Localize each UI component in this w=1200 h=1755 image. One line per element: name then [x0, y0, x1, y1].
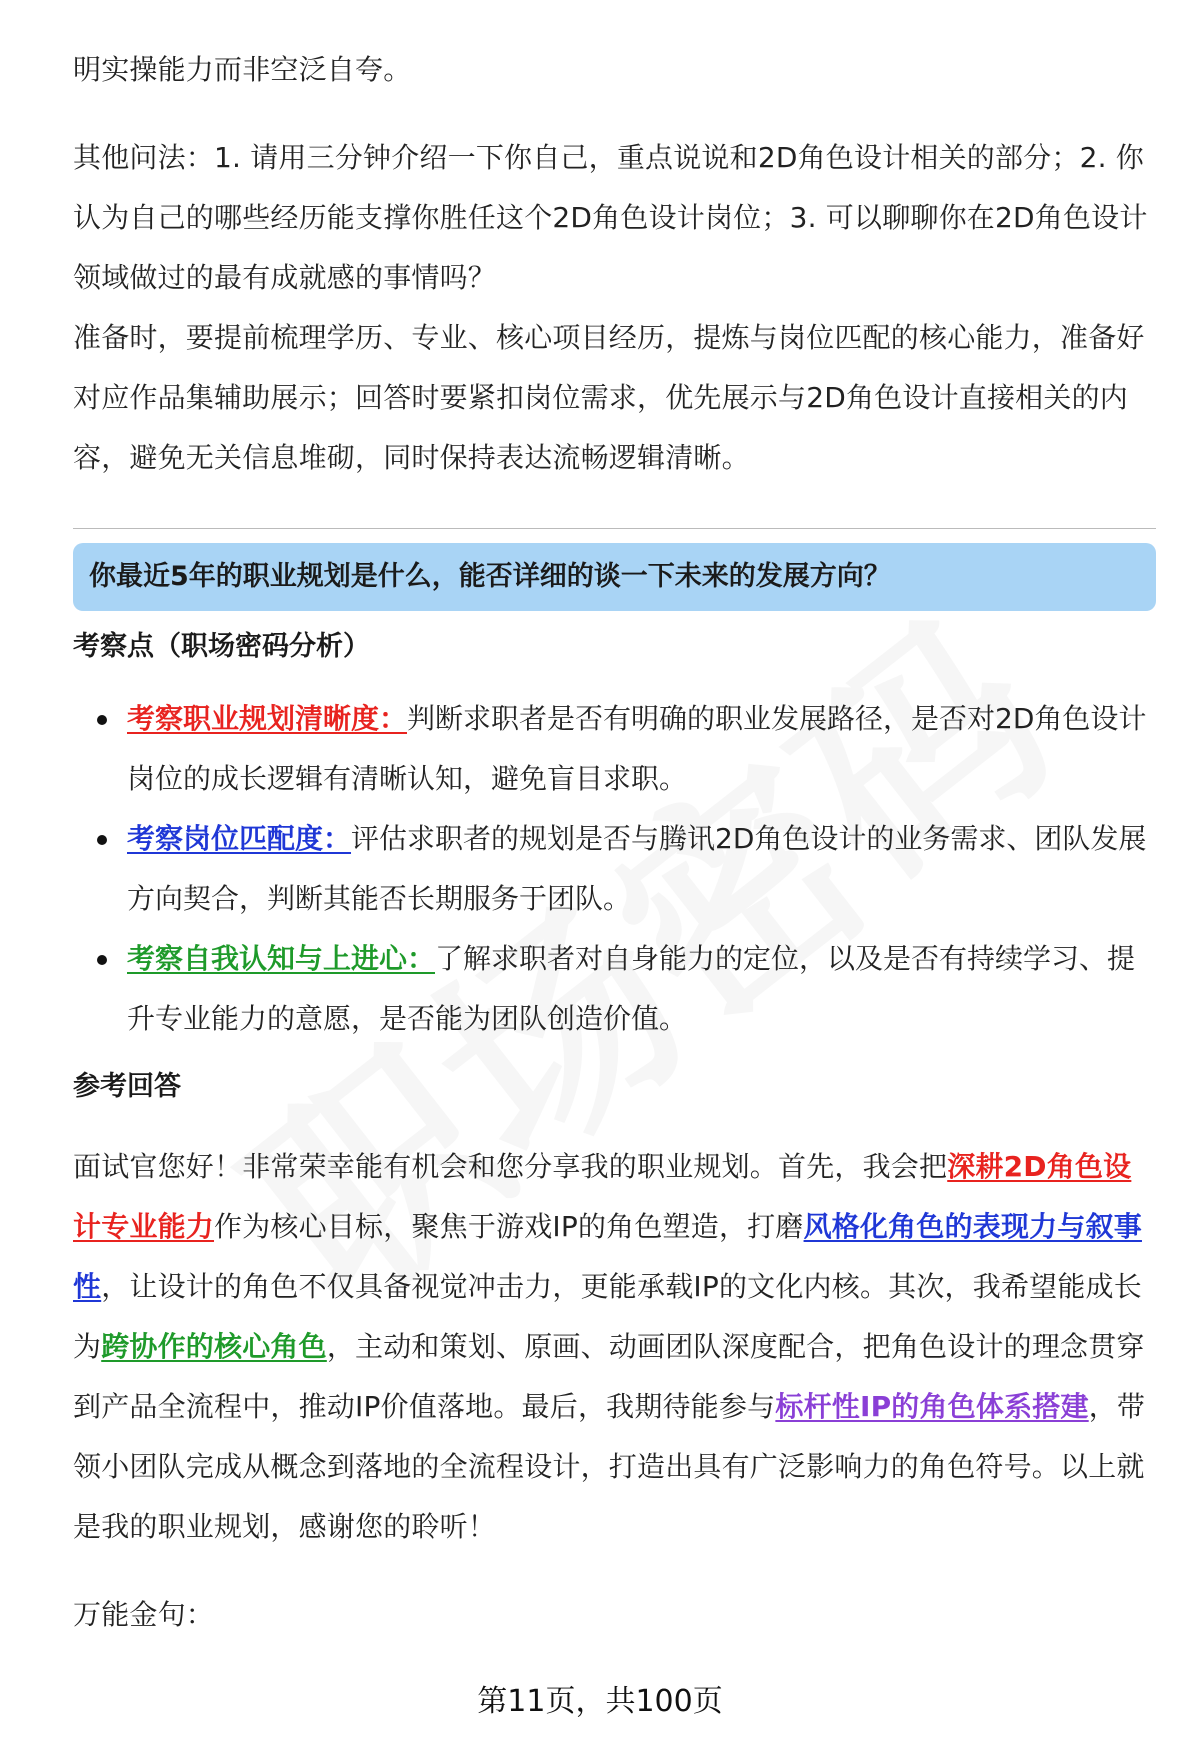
analysis-point [73, 689, 1156, 809]
question-text: 你最近5年的职业规划是什么，能否详细的谈一下未来的发展方向？ [89, 561, 891, 592]
answer-segment: ，让设计的角色不仅具备视觉冲击力，更能承载IP的文化内核。其次，我希望能成长为 [73, 1270, 1142, 1363]
bullet-dot-icon [97, 835, 107, 845]
answer-highlight: 风格化角色的表现力与叙事性 [73, 1210, 1142, 1303]
answer-segment: ，主动和策划、原画、动画团队深度配合，把角色设计的理念贯穿到产品全流程中，推动IP价值落地。最后，我期待能参与 [73, 1330, 1145, 1423]
page-number-footer: 第11页，共100页 [477, 1684, 723, 1719]
analysis-point-text: 评估求职者的规划是否与腾讯2D角色设计的业务需求、团队发展方向契合，判断其能否长期服务于团队。 [127, 822, 1147, 915]
section-divider [73, 528, 1156, 529]
analysis-point-text: 判断求职者是否有明确的职业发展路径，是否对2D角色设计岗位的成长逻辑有清晰认知，避免盲目求职。 [127, 702, 1147, 795]
document-page [73, 40, 1156, 1645]
other-asks-paragraph: 其他问法：1. 请用三分钟介绍一下你自己，重点说说和2D角色设计相关的部分；2. 你认为自己的哪些经历能支撑你胜任这个2D角色设计岗位；3. 可以聊聊你在2D角色设计领域做过的最有成就感的事情吗？ [73, 141, 1148, 294]
universal-phrase-label: 万能金句： [73, 1598, 215, 1631]
analysis-point-keyword: 考察职业规划清晰度： [127, 702, 408, 735]
answer-highlight: 深耕2D角色设计专业能力 [73, 1150, 1132, 1243]
answer-highlight: 跨协作的核心角色 [101, 1330, 327, 1363]
analysis-point-keyword: 考察岗位匹配度： [127, 822, 352, 855]
answer-title: 参考回答 [73, 1071, 181, 1102]
answer-paragraph [73, 1137, 1156, 1557]
answer-segment: 面试官您好！非常荣幸能有机会和您分享我的职业规划。首先，我会把 [73, 1150, 948, 1183]
analysis-point-keyword: 考察自我认知与上进心： [127, 942, 436, 975]
bullet-dot-icon [97, 715, 107, 725]
answer-segment: ，带领小团队完成从概念到落地的全流程设计，打造出具有广泛影响力的角色符号。以上就是我的职业规划，感谢您的聆听！ [73, 1390, 1146, 1543]
bullet-dot-icon [97, 955, 107, 965]
analysis-title: 考察点（职场密码分析） [73, 631, 370, 662]
analysis-points-list [73, 689, 1156, 1049]
question-box [73, 543, 1156, 611]
analysis-point-text: 了解求职者对自身能力的定位，以及是否有持续学习、提升专业能力的意愿，是否能为团队创造价值。 [127, 942, 1136, 1035]
analysis-point [73, 809, 1156, 929]
answer-segment: 作为核心目标，聚焦于游戏IP的角色塑造，打磨 [214, 1210, 804, 1243]
prep-tip-paragraph: 准备时，要提前梳理学历、专业、核心项目经历，提炼与岗位匹配的核心能力，准备好对应作品集辅助展示；回答时要紧扣岗位需求，优先展示与2D角色设计直接相关的内容，避免无关信息堆砌，同时保持表达流畅逻辑清晰。 [73, 321, 1145, 474]
intro-line-end: 明实操能力而非空泛自夸。 [73, 53, 412, 86]
analysis-point [73, 929, 1156, 1049]
answer-highlight: 标杆性IP的角色体系搭建 [775, 1390, 1089, 1423]
